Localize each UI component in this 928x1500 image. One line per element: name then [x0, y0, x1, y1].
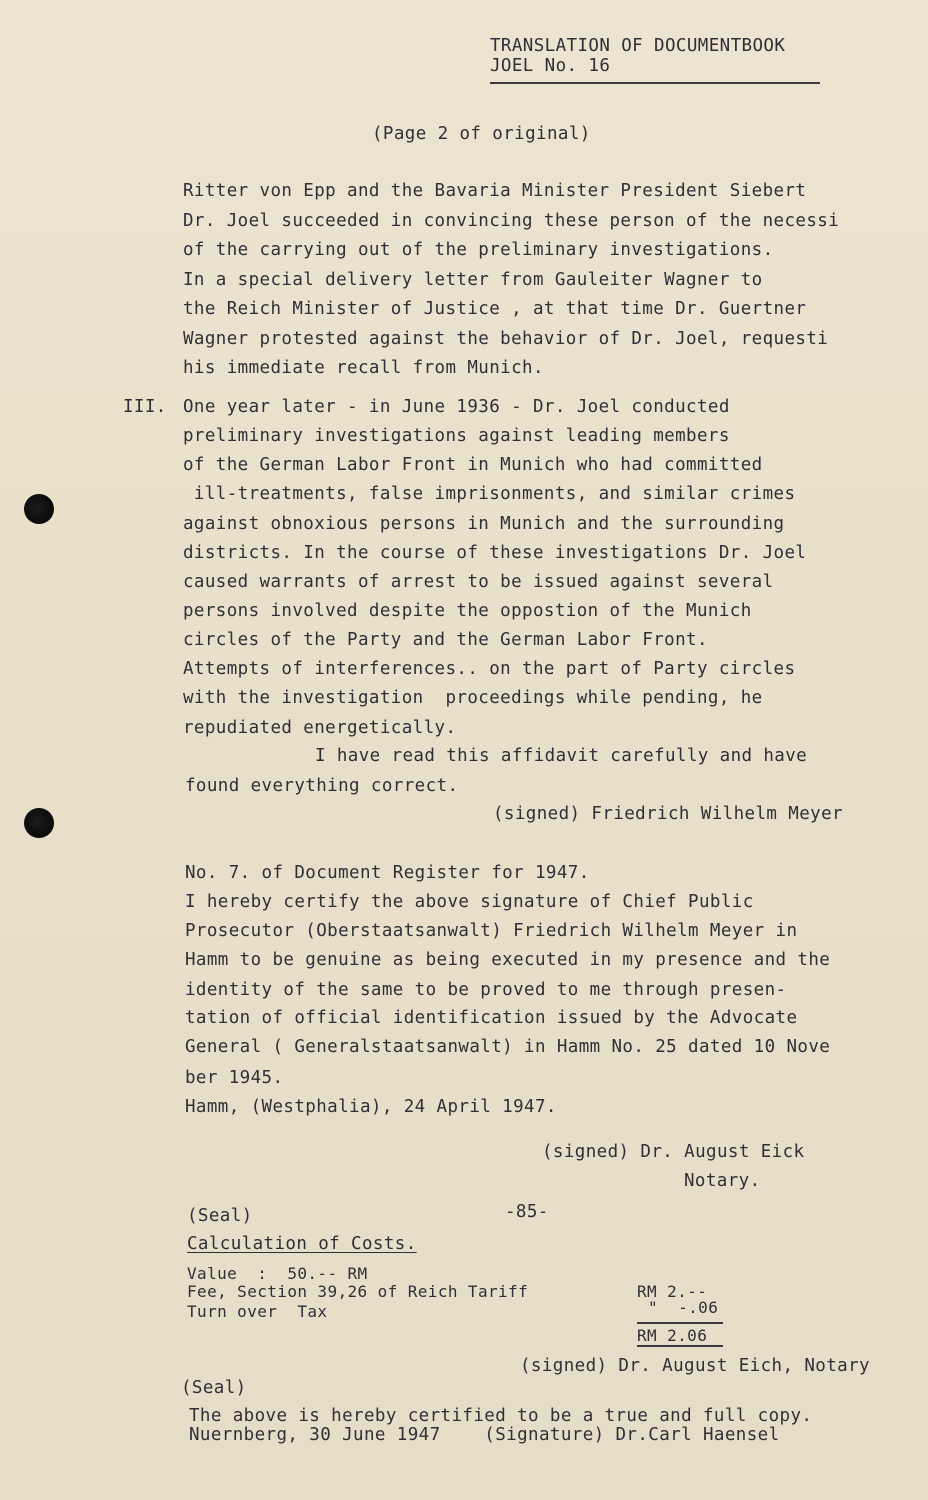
- costs-notary-signature: (signed) Dr. August Eich, Notary: [520, 1356, 870, 1376]
- costs-tax-amount: " -.06: [648, 1298, 719, 1317]
- section3-line: against obnoxious persons in Munich and the surrounding: [183, 514, 785, 534]
- para1-line: In a special delivery letter from Gauleiter Wagner to: [183, 270, 763, 290]
- header-title: TRANSLATION OF DOCUMENTBOOK: [490, 36, 786, 56]
- certification-line: tation of official identification issued by the Advocate: [185, 1008, 798, 1028]
- costs-sum-rule: [637, 1322, 723, 1324]
- certification-place-date: Hamm, (Westphalia), 24 April 1947.: [185, 1097, 557, 1117]
- para1-line: of the carrying out of the preliminary investigations.: [183, 240, 774, 260]
- costs-fee-amount: RM 2.--: [637, 1282, 708, 1301]
- section3-line: districts. In the course of these investigations Dr. Joel: [183, 543, 807, 563]
- page-number: -85-: [505, 1202, 549, 1222]
- costs-heading: Calculation of Costs.: [187, 1234, 417, 1254]
- copy-certification: The above is hereby certified to be a true and full copy.: [189, 1406, 813, 1426]
- certification-line: General ( Generalstaatsanwalt) in Hamm No. 25 dated 10 Nove: [185, 1037, 831, 1057]
- para1-line: his immediate recall from Munich.: [183, 358, 544, 378]
- section-marker: III.: [123, 397, 167, 417]
- section3-line: preliminary investigations against leading members: [183, 426, 730, 446]
- affidavit-statement: I have read this affidavit carefully and have: [315, 746, 808, 766]
- page-note: (Page 2 of original): [372, 124, 591, 144]
- punch-hole: [24, 494, 54, 524]
- certification-line: ber 1945.: [185, 1068, 284, 1088]
- section3-line: ill-treatments, false imprisonments, and similar crimes: [183, 484, 796, 504]
- section3-line: caused warrants of arrest to be issued against several: [183, 572, 774, 592]
- costs-value: Value : 50.-- RM: [187, 1264, 368, 1283]
- para1-line: Wagner protested against the behavior of Dr. Joel, requesti: [183, 329, 829, 349]
- header-doc-number: JOEL No. 16: [490, 56, 611, 76]
- costs-total-rule: [637, 1345, 723, 1347]
- costs-total: RM 2.06: [637, 1326, 708, 1345]
- copy-certification-signature: Nuernberg, 30 June 1947 (Signature) Dr.Carl Haensel: [189, 1425, 780, 1445]
- para1-line: Ritter von Epp and the Bavaria Minister President Siebert: [183, 181, 807, 201]
- certification-line: identity of the same to be proved to me through presen-: [185, 980, 787, 1000]
- costs-tax-label: Turn over Tax: [187, 1302, 328, 1321]
- section3-line: of the German Labor Front in Munich who had committed: [183, 455, 763, 475]
- seal-marker: (Seal): [187, 1206, 253, 1226]
- section3-line: repudiated energetically.: [183, 718, 457, 738]
- affiant-signature: (signed) Friedrich Wilhelm Meyer: [493, 804, 843, 824]
- section3-line: circles of the Party and the German Labor Front.: [183, 630, 708, 650]
- costs-fee-label: Fee, Section 39,26 of Reich Tariff: [187, 1282, 529, 1301]
- section3-line: One year later - in June 1936 - Dr. Joel conducted: [183, 397, 730, 417]
- certification-line: No. 7. of Document Register for 1947.: [185, 863, 590, 883]
- header-rule: [490, 82, 820, 84]
- certification-line: Hamm to be genuine as being executed in my presence and the: [185, 950, 831, 970]
- certification-line: I hereby certify the above signature of Chief Public: [185, 892, 754, 912]
- notary-title: Notary.: [684, 1171, 761, 1191]
- section3-line: with the investigation proceedings while pending, he: [183, 688, 763, 708]
- section3-line: Attempts of interferences.. on the part of Party circles: [183, 659, 796, 679]
- para1-line: Dr. Joel succeeded in convincing these person of the necessi: [183, 211, 840, 231]
- section3-line: persons involved despite the oppostion of the Munich: [183, 601, 752, 621]
- seal-marker: (Seal): [181, 1378, 247, 1398]
- para1-line: the Reich Minister of Justice , at that time Dr. Guertner: [183, 299, 807, 319]
- punch-hole: [24, 808, 54, 838]
- certification-line: Prosecutor (Oberstaatsanwalt) Friedrich Wilhelm Meyer in: [185, 921, 798, 941]
- notary-signature: (signed) Dr. August Eick: [542, 1142, 805, 1162]
- affidavit-statement: found everything correct.: [185, 776, 459, 796]
